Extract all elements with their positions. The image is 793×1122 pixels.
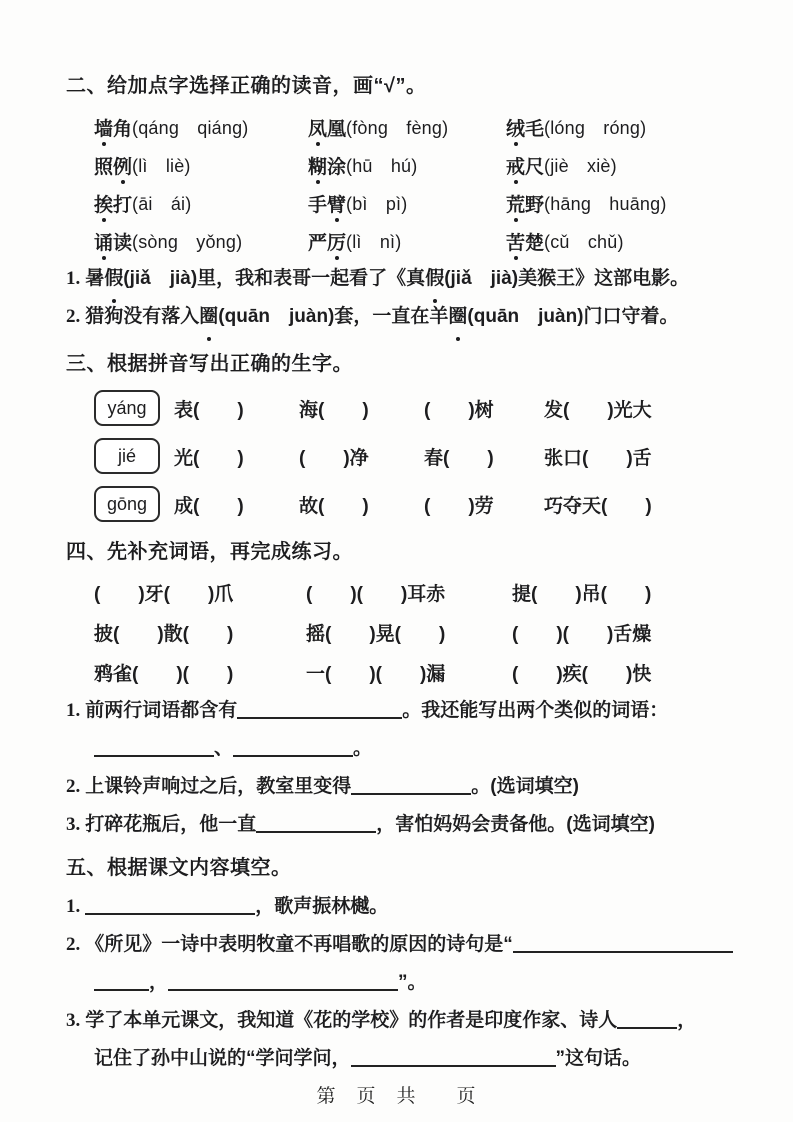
item-number: 3. [66, 814, 81, 835]
answer-blank [94, 970, 149, 991]
pinyin-choice-item [94, 146, 308, 184]
word-text: 严 [308, 232, 328, 254]
dotted-char: 挨 [94, 190, 113, 217]
pinyin-options: (hū hú) [346, 156, 418, 176]
word-text: 尺 [525, 156, 545, 178]
question-text: 。我还能写出两个类似的词语： [402, 700, 669, 721]
section-3-title: 三、根据拼音写出正确的生字。 [66, 353, 353, 375]
word-blank-group: 春( ) [424, 447, 494, 469]
section-4-title: 四、先补充词语，再完成练习。 [66, 541, 353, 563]
dotted-char: 绒 [506, 114, 525, 141]
word-text: 涂 [327, 156, 347, 178]
dotted-char: 糊 [308, 152, 327, 179]
pinyin-choice-item [94, 222, 308, 260]
pinyin-options: (hāng huāng) [544, 194, 667, 214]
pinyin-options: (fòng fèng) [346, 118, 449, 138]
answer-blank [351, 1046, 556, 1067]
answer-blank [85, 894, 255, 915]
idiom-blank-group: 提( )吊( ) [512, 583, 652, 605]
pinyin-choice-item [506, 146, 745, 184]
question-1-line-2 [94, 730, 745, 768]
idiom-row [94, 612, 745, 652]
answer-blank [237, 698, 402, 719]
pinyin-options: (jiè xiè) [544, 156, 617, 176]
answer-blank [94, 736, 214, 757]
word-text: 读 [113, 232, 133, 254]
idiom-blank-group: 一( )( )漏 [306, 663, 446, 685]
question-text: ”。 [398, 972, 427, 993]
sentence-text: 猎狗没有落入 [85, 306, 200, 327]
dotted-char: 墙 [94, 114, 113, 141]
dotted-char: 诵 [94, 228, 113, 255]
pinyin-options: (lì nì) [346, 232, 402, 252]
pinyin-write-row [94, 480, 745, 528]
word-blank-group: 张口( )舌 [544, 447, 652, 469]
question-text: 学了本单元课文，我知道《花的学校》的作者是印度作家、诗人 [85, 1010, 618, 1031]
pinyin-options: (sòng yǒng) [132, 232, 243, 252]
word-text: 照 [94, 156, 114, 178]
word-blank-group: 成( ) [174, 495, 244, 517]
idiom-blank-group: ( )牙( )爪 [94, 583, 234, 605]
idiom-blank-group: ( )疾( )快 [512, 663, 652, 685]
question-text: 打碎花瓶后，他一直 [85, 814, 257, 835]
word-blank-group: 巧夺天( ) [544, 495, 652, 517]
word-blank-group: ( )劳 [424, 495, 494, 517]
pinyin-choice-item [308, 146, 506, 184]
question-text: 。(选词填空) [471, 776, 579, 797]
answer-blank [256, 812, 376, 833]
dotted-char: 假 [104, 260, 123, 298]
idiom-row [94, 572, 745, 612]
idiom-blank-group: 披( )散( ) [94, 623, 234, 645]
pinyin-options: (cǔ chǔ) [544, 232, 624, 252]
idiom-blank-group: ( )( )舌燥 [512, 623, 652, 645]
pinyin-box: gōng [94, 486, 160, 522]
dotted-char: 臂 [327, 190, 346, 217]
pinyin-choice-item [308, 222, 506, 260]
idiom-blank-group: ( )( )耳赤 [306, 583, 446, 605]
question-text: 、 [214, 738, 234, 759]
word-text: 野 [525, 194, 545, 216]
word-blank-group: 海( ) [299, 399, 369, 421]
pinyin-choice-item [94, 184, 308, 222]
pinyin-choice-item [94, 108, 308, 146]
dotted-char: 例 [113, 152, 132, 179]
word-blank-group: 发( )光大 [544, 399, 652, 421]
fill-question-2 [66, 926, 745, 964]
pinyin-write-row [94, 432, 745, 480]
item-number: 2. [66, 306, 81, 327]
sentence-text: (jiǎ jià)里，我和表哥一起看了《真 [123, 268, 426, 289]
dotted-char: 假 [425, 260, 444, 298]
sentence-item-1 [66, 260, 745, 298]
pinyin-choice-item [506, 184, 745, 222]
dotted-char: 凤 [308, 114, 327, 141]
word-blank-group: 故( ) [299, 495, 369, 517]
idiom-blank-group: 鸦雀( )( ) [94, 663, 234, 685]
dotted-char: 荒 [506, 190, 525, 217]
section-2-word-grid [94, 108, 745, 260]
dotted-char: 圈 [448, 298, 467, 336]
footer-page-label: 第 页 共 页 [316, 1086, 477, 1107]
section-5-title: 五、根据课文内容填空。 [66, 857, 292, 879]
dotted-char: 苦 [506, 228, 525, 255]
question-text: 前两行词语都含有 [85, 700, 238, 721]
item-number: 1. [66, 268, 81, 289]
item-number: 2. [66, 776, 81, 797]
pinyin-options: (lì liè) [132, 156, 191, 176]
fill-question-3 [66, 1002, 745, 1040]
item-number: 1. [66, 700, 81, 721]
question-text: 《所见》一诗中表明牧童不再唱歌的原因的诗句是“ [85, 934, 513, 955]
word-blank-group: ( )净 [299, 447, 369, 469]
sentence-text: (quān juàn)套，一直在羊 [218, 306, 449, 327]
question-text: ”这句话。 [555, 1048, 642, 1069]
idiom-row [94, 652, 745, 692]
question-2 [66, 768, 745, 806]
word-text: 楚 [525, 232, 545, 254]
pinyin-options: (āi ái) [132, 194, 192, 214]
word-blank-group: 表( ) [174, 399, 244, 421]
word-text: 打 [113, 194, 133, 216]
fill-question-1 [66, 888, 745, 926]
word-text: 角 [113, 118, 133, 140]
word-text: 凰 [327, 118, 347, 140]
item-number: 1. [66, 896, 81, 917]
question-3 [66, 806, 745, 844]
idiom-blank-group: 摇( )晃( ) [306, 623, 446, 645]
question-text: 上课铃声响过之后，教室里变得 [85, 776, 352, 797]
question-text: ，害怕妈妈会责备他。(选词填空) [376, 814, 655, 835]
item-number: 2. [66, 934, 81, 955]
question-text: ， [149, 972, 169, 993]
question-text: ， [677, 1010, 697, 1031]
sentence-text: (jiǎ jià)美猴王》这部电影。 [444, 268, 690, 289]
word-text: 毛 [525, 118, 545, 140]
dotted-char: 圈 [199, 298, 218, 336]
answer-blank [513, 932, 733, 953]
sentence-item-2 [66, 298, 745, 336]
question-1 [66, 692, 745, 730]
pinyin-options: (lóng róng) [544, 118, 647, 138]
item-number: 3. [66, 1010, 81, 1031]
answer-blank [168, 970, 398, 991]
pinyin-choice-item [506, 108, 745, 146]
pinyin-options: (bì pì) [346, 194, 408, 214]
word-blank-group: ( )树 [424, 399, 494, 421]
dotted-char: 戒 [506, 152, 525, 179]
question-text: 。 [353, 738, 373, 759]
word-text: 手 [308, 194, 328, 216]
answer-blank [617, 1008, 677, 1029]
answer-blank [351, 774, 471, 795]
fill-question-3-line-2 [94, 1040, 745, 1078]
pinyin-write-row [94, 384, 745, 432]
pinyin-choice-item [506, 222, 745, 260]
word-blank-group: 光( ) [174, 447, 244, 469]
pinyin-choice-item [308, 184, 506, 222]
dotted-char: 厉 [327, 228, 346, 255]
pinyin-options: (qáng qiáng) [132, 118, 249, 138]
question-text: ，歌声振林樾。 [255, 896, 389, 917]
pinyin-box: yáng [94, 390, 160, 426]
pinyin-box: jié [94, 438, 160, 474]
sentence-text: (quān juàn)门口守着。 [467, 306, 679, 327]
question-text: 记住了孙中山说的“学问学问， [94, 1048, 351, 1069]
answer-blank [233, 736, 353, 757]
section-2-title: 二、给加点字选择正确的读音，画“√”。 [66, 75, 427, 97]
sentence-text: 暑 [85, 268, 105, 289]
fill-question-2-line-2 [94, 964, 745, 1002]
pinyin-choice-item [308, 108, 506, 146]
